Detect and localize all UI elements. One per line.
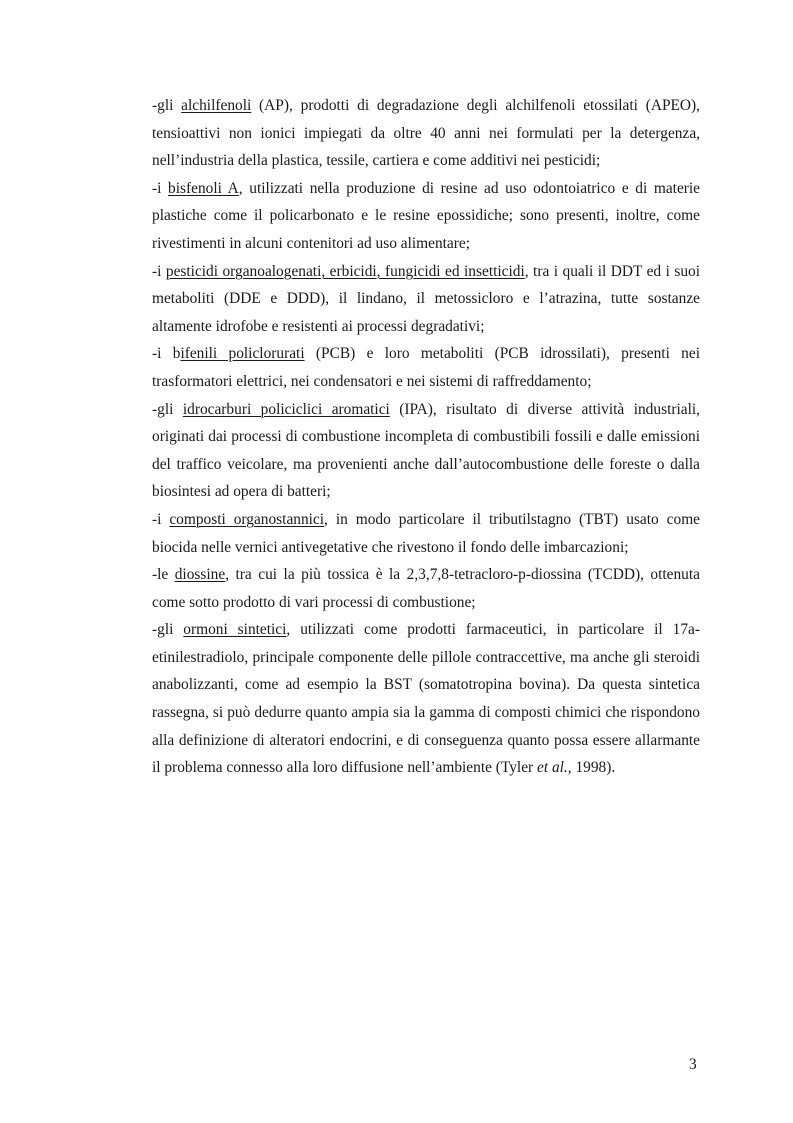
item-description: , in modo particolare il tributilstagno (TBT) usato come biocida nelle vernici antivegetative che rivestono il fondo delle imbarcazioni; bbox=[152, 510, 701, 556]
item-prefix: -i bbox=[152, 179, 169, 197]
list-item-ormoni bbox=[152, 616, 700, 782]
list-item-diossine bbox=[152, 561, 700, 616]
item-description: (IPA), risultato di diverse attività industriali, originati dai processi di combustione incompleta di combustibili fossili e dalle emissioni del traffico veicolare, ma provenienti anche dall’autocombustione delle foreste o dalla biosintesi ad opera di batteri; bbox=[152, 400, 700, 501]
citation-year: 1998). bbox=[571, 759, 616, 777]
document-body bbox=[152, 92, 700, 782]
list-item-alchilfenoli bbox=[152, 92, 700, 175]
item-description: (PCB) e loro metaboliti (PCB idrossilati), presenti nei trasformatori elettrici, nei condensatori e nei sistemi di raffreddamento; bbox=[152, 345, 700, 390]
item-description: (AP), prodotti di degradazione degli alchilfenoli etossilati (APEO), tensioattivi non ionici impiegati da oltre 40 anni nei formulati per la detergenza, nell’industria della plastica, tessile, cartiera e come additivi nei pesticidi; bbox=[152, 97, 700, 170]
item-prefix: -i b bbox=[152, 345, 181, 363]
underlined-term: ormoni sintetici bbox=[183, 621, 287, 639]
list-item-bifenili bbox=[152, 340, 700, 395]
underlined-term: idrocarburi policiclici aromatici bbox=[182, 400, 390, 418]
item-description: , tra cui la più tossica è la 2,3,7,8-tetracloro-p-diossina (TCDD), ottenuta come sotto prodotto di vari processi di combustione; bbox=[152, 566, 700, 611]
item-description: , utilizzati nella produzione di resine ad uso odontoiatrico e di materie plastiche come il policarbonato e le resine epossidiche; sono presenti, inoltre, come rivestimenti in alcuni contenitori ad uso alimentare; bbox=[152, 179, 701, 252]
item-prefix: -gli bbox=[152, 400, 183, 418]
underlined-term: composti organostannici bbox=[169, 510, 325, 528]
underlined-term: ifenili policlorurati bbox=[180, 345, 305, 363]
item-prefix: -gli bbox=[152, 621, 184, 639]
item-prefix: -le bbox=[152, 566, 175, 584]
item-description: , utilizzati come prodotti farmaceutici, in particolare il 17a-etinilestradiolo, principale componente delle pillole contraccettive, ma anche gli steroidi anabolizzanti, come ad esempio la BST (somatotropina bovina). Da questa sintetica rassegna, si può dedurre quanto ampia sia la gamma di composti chimici che rispondono alla definizione di alteratori endocrini, e di conseguenza quanto possa essere allarmante il problema connesso alla loro diffusione nell’ambiente (Tyler bbox=[152, 621, 700, 777]
underlined-term: bisfenoli A bbox=[168, 179, 239, 197]
item-description: , tra i quali il DDT ed i suoi metaboliti (DDE e DDD), il lindano, il metossicloro e l’atrazina, tutte sostanze altamente idrofobe e resistenti ai processi degradativi; bbox=[152, 262, 700, 335]
item-prefix: -i bbox=[152, 510, 170, 528]
list-item-organostannici bbox=[152, 506, 700, 561]
item-prefix: -i bbox=[152, 262, 166, 280]
list-item-idrocarburi bbox=[152, 396, 700, 506]
item-prefix: -gli bbox=[152, 97, 182, 114]
citation-italic: et al., bbox=[537, 759, 572, 777]
list-item-pesticidi bbox=[152, 258, 700, 341]
page-number: 3 bbox=[689, 1056, 697, 1073]
underlined-term: alchilfenoli bbox=[181, 97, 252, 114]
list-item-bisfenoli bbox=[152, 175, 700, 258]
underlined-term: diossine bbox=[174, 566, 226, 584]
underlined-term: pesticidi organoalogenati, erbicidi, fungicidi ed insetticidi bbox=[165, 262, 525, 280]
